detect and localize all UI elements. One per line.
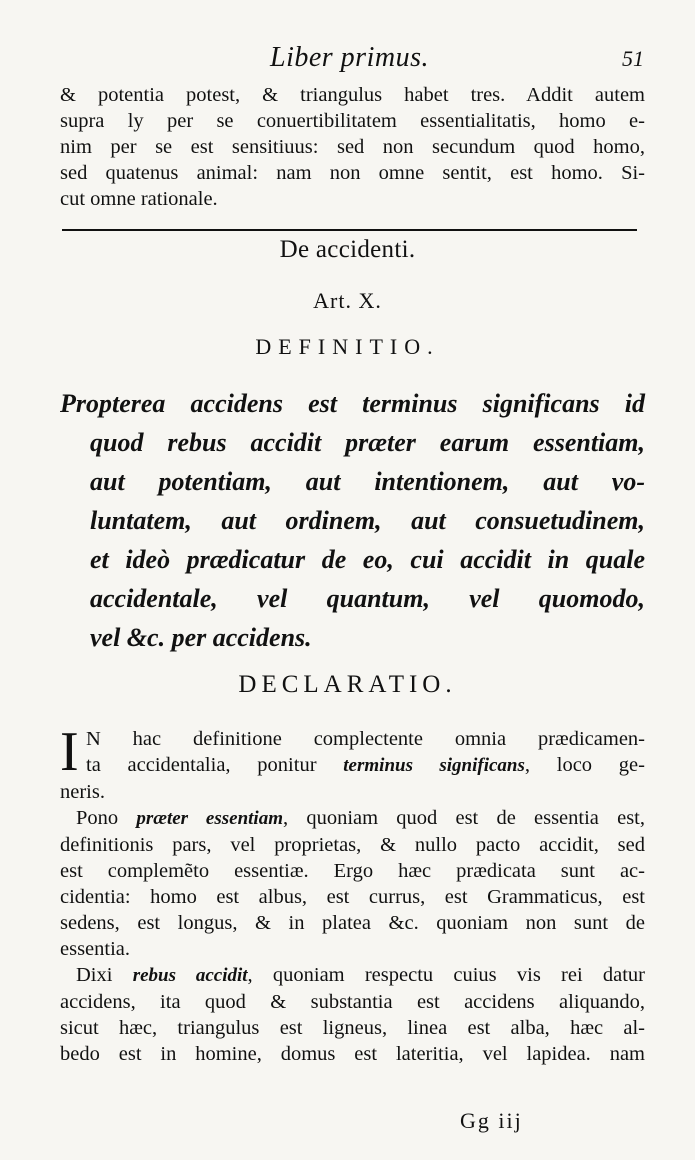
definition-line: Propterea accidens est terminus significans id <box>60 389 645 418</box>
definition-line: accidentale, vel quantum, vel quomodo, <box>90 584 645 613</box>
italic-term: rebus accidit <box>132 965 248 986</box>
text-line: bedo est in homine, domus est lateritia, vel lapidea. nam <box>60 1043 645 1065</box>
text-line: sed quatenus animal: nam non omne sentit, est homo. Si- <box>60 162 645 184</box>
text-line: definitionis pars, vel proprietas, & nullo pacto accidit, sed <box>60 834 645 856</box>
top-paragraph <box>60 82 645 212</box>
text-line: accidens, ita quod & substantia est accidens aliquando, <box>60 991 645 1013</box>
signature-mark: Gg iij <box>460 1108 523 1133</box>
drop-cap: I <box>60 721 79 783</box>
running-head: Liber primus. <box>270 42 429 73</box>
text-fragment: Pono <box>76 807 137 829</box>
article-heading: Art. X. <box>313 288 382 313</box>
text-line: supra ly per se conuertibilitatem essentialitatis, homo e- <box>60 110 645 132</box>
text-line: cidentia: homo est albus, est currus, est Grammaticus, est <box>60 886 645 908</box>
definitio-heading: DEFINITIO. <box>255 334 440 359</box>
definition-line: et ideò prædicatur de eo, cui accidit in quale <box>90 545 645 574</box>
definition-line: quod rebus accidit præter earum essentiam, <box>90 428 645 457</box>
text-line: N hac definitione complectente omnia prædicamen- <box>86 728 645 750</box>
definition-line: luntatem, aut ordinem, aut consuetudinem, <box>90 506 645 535</box>
page-number: 51 <box>622 46 644 71</box>
definition-line: aut potentiam, aut intentionem, aut vo- <box>90 467 645 496</box>
text-line: neris. <box>60 781 105 803</box>
text-line: nim per se est sensitiuus: sed non secundum quod homo, <box>60 136 645 158</box>
text-line: & potentia potest, & triangulus habet tres. Addit autem <box>60 84 645 106</box>
text-fragment: , quoniam quod est de essentia est, <box>282 807 646 829</box>
text-fragment: , loco ge- <box>524 754 645 776</box>
definition-line: vel &c. per accidens. <box>90 623 312 652</box>
text-line <box>60 962 645 989</box>
section-heading: De accidenti. <box>279 236 416 263</box>
text-line: essentia. <box>60 938 131 960</box>
text-fragment: ta accidentalia, ponitur <box>86 754 344 776</box>
page-header <box>0 42 695 82</box>
text-line: cut omne rationale. <box>60 188 218 210</box>
italic-term: terminus significans <box>343 755 525 776</box>
italic-term: præter essentiam <box>136 808 283 829</box>
definition-text <box>60 384 645 657</box>
text-line: sicut hæc, triangulus est ligneus, linea est alba, hæc al- <box>60 1017 645 1039</box>
text-line: sedens, est longus, & in platea &c. quoniam non sunt de <box>60 912 645 934</box>
declaratio-text <box>60 721 646 1067</box>
text-fragment: , quoniam respectu cuius vis rei datur <box>247 964 645 986</box>
section-divider <box>62 229 637 231</box>
text-line: est complemẽto essentiæ. Ergo hæc prædicata sunt ac- <box>60 860 645 882</box>
text-line <box>60 805 645 832</box>
declaratio-heading: DECLARATIO. <box>238 671 457 698</box>
text-fragment: Dixi <box>76 964 133 986</box>
text-line <box>60 752 645 779</box>
